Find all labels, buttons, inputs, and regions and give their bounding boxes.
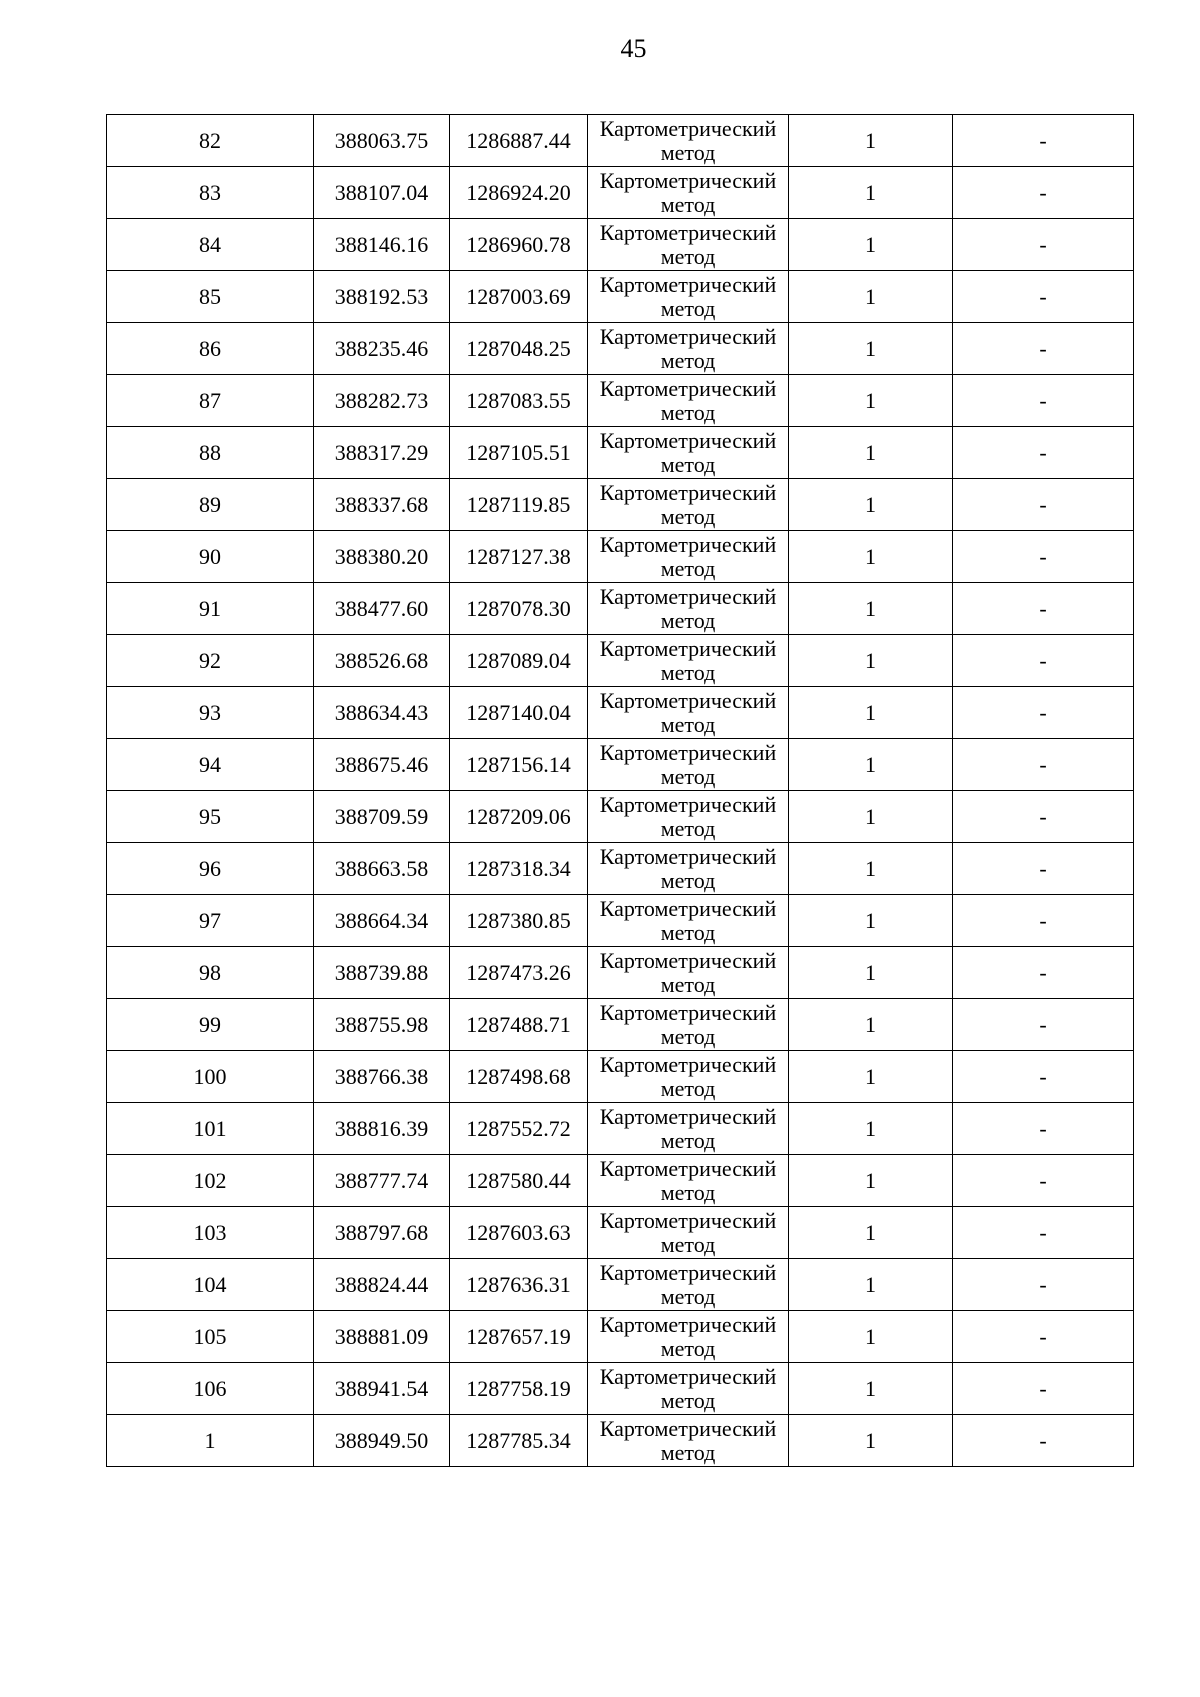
method-cell [588, 1155, 789, 1207]
x-coordinate-cell: 388755.98 [314, 999, 450, 1051]
table-row [107, 271, 1134, 323]
method-line-1: Картометрический [599, 687, 777, 713]
x-coordinate-cell: 388739.88 [314, 947, 450, 999]
point-number-cell: 99 [107, 999, 314, 1051]
method-cell [588, 1415, 789, 1467]
point-number-cell: 85 [107, 271, 314, 323]
x-coordinate-cell: 388192.53 [314, 271, 450, 323]
point-number-cell: 105 [107, 1311, 314, 1363]
y-coordinate-cell: 1287580.44 [450, 1155, 588, 1207]
note-cell: - [953, 1103, 1134, 1155]
y-coordinate-cell: 1287140.04 [450, 687, 588, 739]
method-line-2: метод [660, 1127, 716, 1153]
point-number-cell: 96 [107, 843, 314, 895]
accuracy-cell: 1 [789, 479, 953, 531]
method-cell [588, 791, 789, 843]
y-coordinate-cell: 1287473.26 [450, 947, 588, 999]
method-line-1: Картометрический [599, 1311, 777, 1337]
note-cell: - [953, 479, 1134, 531]
note-cell: - [953, 895, 1134, 947]
point-number-cell: 82 [107, 115, 314, 167]
table-row [107, 999, 1134, 1051]
y-coordinate-cell: 1286960.78 [450, 219, 588, 271]
table-row [107, 583, 1134, 635]
point-number-cell: 106 [107, 1363, 314, 1415]
table-row [107, 895, 1134, 947]
accuracy-cell: 1 [789, 635, 953, 687]
x-coordinate-cell: 388766.38 [314, 1051, 450, 1103]
table-row [107, 167, 1134, 219]
table-row [107, 1311, 1134, 1363]
table-row [107, 531, 1134, 583]
accuracy-cell: 1 [789, 999, 953, 1051]
note-cell: - [953, 115, 1134, 167]
method-line-2: метод [660, 295, 716, 321]
coordinates-table-body [107, 115, 1134, 1467]
method-cell [588, 687, 789, 739]
table-row [107, 375, 1134, 427]
method-line-1: Картометрический [599, 115, 777, 141]
method-line-2: метод [660, 1075, 716, 1101]
accuracy-cell: 1 [789, 1363, 953, 1415]
table-row [107, 219, 1134, 271]
method-cell [588, 1311, 789, 1363]
note-cell: - [953, 739, 1134, 791]
point-number-cell: 92 [107, 635, 314, 687]
y-coordinate-cell: 1287318.34 [450, 843, 588, 895]
accuracy-cell: 1 [789, 1259, 953, 1311]
method-cell [588, 531, 789, 583]
method-cell [588, 895, 789, 947]
note-cell: - [953, 219, 1134, 271]
point-number-cell: 95 [107, 791, 314, 843]
note-cell: - [953, 843, 1134, 895]
point-number-cell: 88 [107, 427, 314, 479]
method-line-2: метод [660, 555, 716, 581]
method-line-1: Картометрический [599, 427, 777, 453]
y-coordinate-cell: 1287657.19 [450, 1311, 588, 1363]
method-line-1: Картометрический [599, 479, 777, 505]
table-row [107, 947, 1134, 999]
method-cell [588, 167, 789, 219]
x-coordinate-cell: 388634.43 [314, 687, 450, 739]
y-coordinate-cell: 1287603.63 [450, 1207, 588, 1259]
table-row [107, 739, 1134, 791]
method-line-2: метод [660, 763, 716, 789]
method-line-2: метод [660, 399, 716, 425]
point-number-cell: 104 [107, 1259, 314, 1311]
method-line-1: Картометрический [599, 271, 777, 297]
x-coordinate-cell: 388282.73 [314, 375, 450, 427]
note-cell: - [953, 947, 1134, 999]
method-line-2: метод [660, 1179, 716, 1205]
x-coordinate-cell: 388797.68 [314, 1207, 450, 1259]
method-line-2: метод [660, 139, 716, 165]
y-coordinate-cell: 1287156.14 [450, 739, 588, 791]
method-line-1: Картометрический [599, 895, 777, 921]
y-coordinate-cell: 1287003.69 [450, 271, 588, 323]
accuracy-cell: 1 [789, 1155, 953, 1207]
x-coordinate-cell: 388675.46 [314, 739, 450, 791]
table-row [107, 1415, 1134, 1467]
point-number-cell: 1 [107, 1415, 314, 1467]
point-number-cell: 100 [107, 1051, 314, 1103]
note-cell: - [953, 583, 1134, 635]
method-line-1: Картометрический [599, 1155, 777, 1181]
point-number-cell: 94 [107, 739, 314, 791]
method-cell [588, 427, 789, 479]
accuracy-cell: 1 [789, 323, 953, 375]
method-cell [588, 1103, 789, 1155]
method-line-2: метод [660, 243, 716, 269]
y-coordinate-cell: 1286924.20 [450, 167, 588, 219]
note-cell: - [953, 271, 1134, 323]
table-row [107, 687, 1134, 739]
point-number-cell: 86 [107, 323, 314, 375]
table-row [107, 1363, 1134, 1415]
point-number-cell: 90 [107, 531, 314, 583]
note-cell: - [953, 999, 1134, 1051]
method-line-1: Картометрический [599, 583, 777, 609]
table-row [107, 1051, 1134, 1103]
note-cell: - [953, 375, 1134, 427]
method-line-1: Картометрический [599, 1207, 777, 1233]
method-line-2: метод [660, 1439, 716, 1465]
note-cell: - [953, 1415, 1134, 1467]
method-cell [588, 115, 789, 167]
x-coordinate-cell: 388317.29 [314, 427, 450, 479]
method-cell [588, 479, 789, 531]
method-line-2: метод [660, 1387, 716, 1413]
method-cell [588, 1051, 789, 1103]
method-line-1: Картометрический [599, 791, 777, 817]
x-coordinate-cell: 388777.74 [314, 1155, 450, 1207]
method-cell [588, 219, 789, 271]
table-row [107, 323, 1134, 375]
table-row [107, 635, 1134, 687]
note-cell: - [953, 1363, 1134, 1415]
method-line-1: Картометрический [599, 1415, 777, 1441]
x-coordinate-cell: 388664.34 [314, 895, 450, 947]
note-cell: - [953, 687, 1134, 739]
table-row [107, 115, 1134, 167]
method-line-2: метод [660, 919, 716, 945]
accuracy-cell: 1 [789, 167, 953, 219]
point-number-cell: 83 [107, 167, 314, 219]
method-cell [588, 375, 789, 427]
note-cell: - [953, 427, 1134, 479]
table-row [107, 1207, 1134, 1259]
accuracy-cell: 1 [789, 791, 953, 843]
note-cell: - [953, 1207, 1134, 1259]
method-cell [588, 271, 789, 323]
x-coordinate-cell: 388380.20 [314, 531, 450, 583]
coordinates-table [106, 114, 1134, 1467]
accuracy-cell: 1 [789, 947, 953, 999]
accuracy-cell: 1 [789, 1415, 953, 1467]
x-coordinate-cell: 388477.60 [314, 583, 450, 635]
method-cell [588, 323, 789, 375]
x-coordinate-cell: 388663.58 [314, 843, 450, 895]
y-coordinate-cell: 1287380.85 [450, 895, 588, 947]
page-number: 45 [620, 34, 647, 63]
method-line-1: Картометрический [599, 1363, 777, 1389]
x-coordinate-cell: 388146.16 [314, 219, 450, 271]
method-cell [588, 999, 789, 1051]
method-line-1: Картометрический [599, 947, 777, 973]
accuracy-cell: 1 [789, 687, 953, 739]
method-line-2: метод [660, 659, 716, 685]
method-line-2: метод [660, 711, 716, 737]
table-row [107, 1259, 1134, 1311]
y-coordinate-cell: 1287083.55 [450, 375, 588, 427]
method-line-1: Картометрический [599, 375, 777, 401]
y-coordinate-cell: 1287127.38 [450, 531, 588, 583]
note-cell: - [953, 791, 1134, 843]
table-row [107, 1155, 1134, 1207]
y-coordinate-cell: 1287785.34 [450, 1415, 588, 1467]
method-line-2: метод [660, 1283, 716, 1309]
method-line-1: Картометрический [599, 843, 777, 869]
y-coordinate-cell: 1287078.30 [450, 583, 588, 635]
accuracy-cell: 1 [789, 271, 953, 323]
point-number-cell: 97 [107, 895, 314, 947]
method-line-2: метод [660, 191, 716, 217]
y-coordinate-cell: 1287209.06 [450, 791, 588, 843]
method-cell [588, 843, 789, 895]
table-row [107, 843, 1134, 895]
point-number-cell: 98 [107, 947, 314, 999]
point-number-cell: 101 [107, 1103, 314, 1155]
point-number-cell: 89 [107, 479, 314, 531]
method-line-2: метод [660, 347, 716, 373]
accuracy-cell: 1 [789, 895, 953, 947]
y-coordinate-cell: 1287758.19 [450, 1363, 588, 1415]
note-cell: - [953, 1259, 1134, 1311]
method-line-2: метод [660, 971, 716, 997]
method-cell [588, 635, 789, 687]
x-coordinate-cell: 388949.50 [314, 1415, 450, 1467]
x-coordinate-cell: 388881.09 [314, 1311, 450, 1363]
y-coordinate-cell: 1287636.31 [450, 1259, 588, 1311]
x-coordinate-cell: 388709.59 [314, 791, 450, 843]
accuracy-cell: 1 [789, 219, 953, 271]
note-cell: - [953, 531, 1134, 583]
method-line-2: метод [660, 1023, 716, 1049]
note-cell: - [953, 1051, 1134, 1103]
method-line-1: Картометрический [599, 635, 777, 661]
accuracy-cell: 1 [789, 1207, 953, 1259]
x-coordinate-cell: 388235.46 [314, 323, 450, 375]
table-row [107, 427, 1134, 479]
method-cell [588, 1363, 789, 1415]
y-coordinate-cell: 1287089.04 [450, 635, 588, 687]
method-line-1: Картометрический [599, 999, 777, 1025]
table-row [107, 791, 1134, 843]
x-coordinate-cell: 388526.68 [314, 635, 450, 687]
note-cell: - [953, 1311, 1134, 1363]
method-cell [588, 1207, 789, 1259]
table-row [107, 1103, 1134, 1155]
method-line-1: Картометрический [599, 219, 777, 245]
accuracy-cell: 1 [789, 843, 953, 895]
table-row [107, 479, 1134, 531]
y-coordinate-cell: 1287498.68 [450, 1051, 588, 1103]
method-line-2: метод [660, 867, 716, 893]
point-number-cell: 84 [107, 219, 314, 271]
accuracy-cell: 1 [789, 427, 953, 479]
accuracy-cell: 1 [789, 1311, 953, 1363]
method-line-2: метод [660, 1231, 716, 1257]
x-coordinate-cell: 388941.54 [314, 1363, 450, 1415]
y-coordinate-cell: 1287552.72 [450, 1103, 588, 1155]
method-cell [588, 947, 789, 999]
method-line-1: Картометрический [599, 1103, 777, 1129]
y-coordinate-cell: 1287488.71 [450, 999, 588, 1051]
y-coordinate-cell: 1286887.44 [450, 115, 588, 167]
y-coordinate-cell: 1287119.85 [450, 479, 588, 531]
accuracy-cell: 1 [789, 739, 953, 791]
x-coordinate-cell: 388337.68 [314, 479, 450, 531]
method-cell [588, 1259, 789, 1311]
x-coordinate-cell: 388824.44 [314, 1259, 450, 1311]
method-line-1: Картометрический [599, 323, 777, 349]
accuracy-cell: 1 [789, 583, 953, 635]
point-number-cell: 91 [107, 583, 314, 635]
note-cell: - [953, 167, 1134, 219]
method-line-1: Картометрический [599, 1051, 777, 1077]
accuracy-cell: 1 [789, 115, 953, 167]
x-coordinate-cell: 388107.04 [314, 167, 450, 219]
point-number-cell: 102 [107, 1155, 314, 1207]
note-cell: - [953, 1155, 1134, 1207]
method-line-2: метод [660, 451, 716, 477]
point-number-cell: 87 [107, 375, 314, 427]
note-cell: - [953, 635, 1134, 687]
method-line-1: Картометрический [599, 531, 777, 557]
accuracy-cell: 1 [789, 375, 953, 427]
y-coordinate-cell: 1287105.51 [450, 427, 588, 479]
method-line-1: Картометрический [599, 1259, 777, 1285]
x-coordinate-cell: 388063.75 [314, 115, 450, 167]
point-number-cell: 93 [107, 687, 314, 739]
method-line-2: метод [660, 1335, 716, 1361]
accuracy-cell: 1 [789, 1051, 953, 1103]
method-line-2: метод [660, 815, 716, 841]
point-number-cell: 103 [107, 1207, 314, 1259]
y-coordinate-cell: 1287048.25 [450, 323, 588, 375]
method-line-2: метод [660, 503, 716, 529]
method-line-2: метод [660, 607, 716, 633]
method-line-1: Картометрический [599, 167, 777, 193]
x-coordinate-cell: 388816.39 [314, 1103, 450, 1155]
method-line-1: Картометрический [599, 739, 777, 765]
method-cell [588, 583, 789, 635]
accuracy-cell: 1 [789, 1103, 953, 1155]
method-cell [588, 739, 789, 791]
note-cell: - [953, 323, 1134, 375]
accuracy-cell: 1 [789, 531, 953, 583]
